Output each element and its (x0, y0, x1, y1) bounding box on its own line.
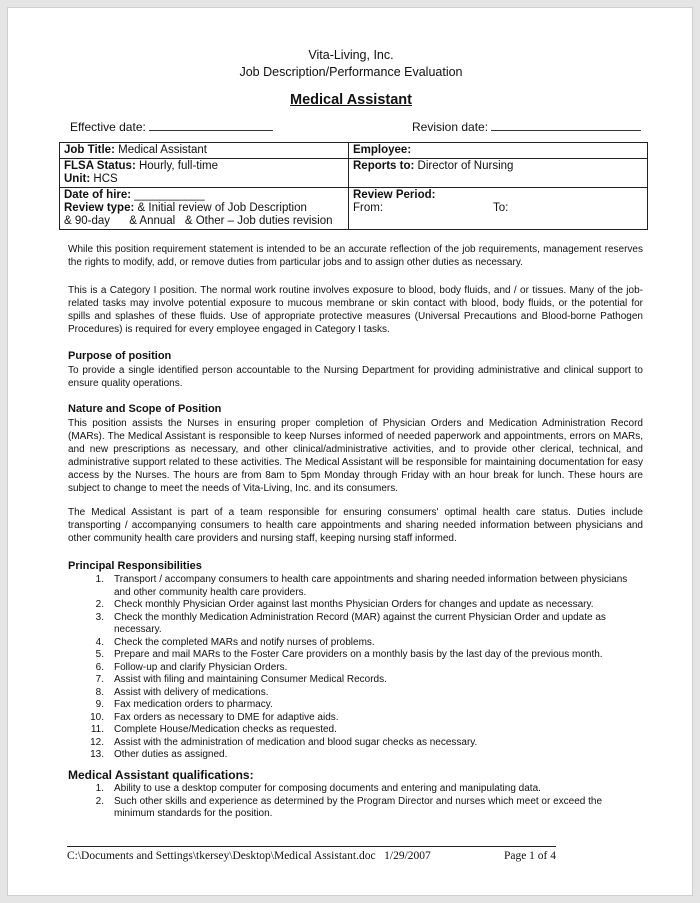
list-item-text: Other duties as assigned. (114, 749, 228, 760)
qualifications-list (68, 783, 643, 821)
list-item-number: 5. (95, 649, 104, 660)
list-item (68, 699, 643, 712)
list-item (68, 612, 643, 637)
footer-file-path: C:\Documents and Settings\tkersey\Desktop\Medical Assistant.doc 1/29/2007 (67, 850, 431, 862)
list-item (68, 574, 643, 599)
list-item-number: 12. (90, 736, 104, 748)
footer-page-number: Page 1 of 4 (503, 850, 556, 862)
revision-date-label: Revision date: (412, 120, 489, 134)
qualifications-heading: Medical Assistant qualifications: (68, 768, 254, 782)
unit-value: HCS (93, 173, 118, 185)
effective-date-label: Effective date: (70, 120, 146, 134)
revision-date (412, 119, 641, 134)
responsibilities-heading: Principal Responsibilities (68, 560, 202, 572)
page-title: Medical Assistant (290, 92, 412, 108)
list-item-text: Ability to use a desktop computer for composing documents and entering and manipulating data. (114, 783, 541, 794)
list-item-text: Assist with the administration of medication and blood sugar checks as necessary. (114, 736, 478, 748)
company-name: Vita-Living, Inc. (308, 48, 394, 62)
list-item-number: 9. (95, 699, 104, 710)
nature-paragraph-2: The Medical Assistant is part of a team responsible for ensuring consumers' optimal health care status. Duties include transporting / accompanying consumers to health care appointments and sharing needed information between physicians and other community health care providers and nursing staff, keeping nursing staff informed. (68, 507, 643, 545)
list-item-text: Assist with filing and maintaining Consumer Medical Records. (114, 674, 387, 685)
review-period-cell: Review Period: From: To: (349, 188, 648, 230)
employee-cell: Employee: (349, 143, 648, 159)
list-item-text: Prepare and mail MARs to the Foster Care providers on a monthly basis by the last day of the previous month. (114, 649, 603, 660)
list-item-text: Check the completed MARs and notify nurses of problems. (114, 636, 375, 648)
review-type-line1: & Initial review of Job Description (137, 202, 307, 214)
list-item (68, 649, 643, 662)
list-item (68, 662, 643, 675)
list-item-text: Fax medication orders to pharmacy. (114, 699, 273, 710)
list-item-number: 1. (95, 783, 104, 794)
document-page (7, 7, 693, 896)
list-item-text: Such other skills and experience as determined by the Program Director and nurses which meet or exceed the minimum standards for the position. (114, 795, 603, 819)
list-item-number: 2. (95, 599, 104, 610)
list-item-number: 2. (95, 795, 104, 807)
list-item (68, 674, 643, 687)
list-item-number: 1. (95, 574, 104, 585)
purpose-heading: Purpose of position (68, 350, 172, 362)
list-item-number: 10. (90, 711, 104, 723)
document-footer (67, 846, 556, 862)
list-item-number: 11. (90, 724, 104, 735)
list-item-number: 13. (90, 749, 104, 760)
list-item-text: Complete House/Medication checks as requested. (114, 724, 337, 735)
review-type-line2: & 90-day & Annual & Other – Job duties revision (64, 215, 333, 227)
list-item (68, 749, 643, 762)
document-type: Job Description/Performance Evaluation (239, 65, 463, 79)
list-item-number: 8. (95, 686, 104, 698)
effective-date-blank (149, 119, 273, 131)
flsa-value: Hourly, full-time (138, 160, 219, 172)
list-item-text: Assist with delivery of medications. (114, 686, 269, 698)
list-item (68, 724, 643, 737)
revision-date-blank (491, 119, 641, 131)
list-item (68, 783, 643, 796)
flsa-unit-cell: FLSA Status: Hourly, full-time Unit: HCS (60, 159, 349, 188)
to-label: To: (493, 202, 509, 214)
responsibilities-list (68, 574, 643, 762)
list-item-text: Transport / accompany consumers to health care appointments and sharing needed information between physicians and other community health care providers. (114, 574, 628, 598)
effective-date (70, 119, 273, 134)
list-item (68, 737, 643, 750)
list-item (68, 637, 643, 650)
list-item-text: Fax orders as necessary to DME for adaptive aids. (114, 711, 339, 723)
job-title-value: Medical Assistant (118, 144, 207, 156)
reports-to-value: Director of Nursing (417, 160, 514, 172)
from-label: From: (353, 202, 384, 214)
list-item-text: Follow-up and clarify Physician Orders. (114, 661, 288, 673)
list-item-number: 4. (95, 636, 104, 648)
nature-paragraph-1: This position assists the Nurses in ensuring proper completion of Physician Orders and Medication Administration Record (MARs). The Medical Assistant is responsible to keep Nurses informed of needed paperwork and appointments, errors on MARs, and new prescriptions as necessary, and other clinical/administrative activities, and to provide other clerical, technical, and administrative support related to these activities. The Medical Assistant will be responsible for maintaining documentation for easy access by the Nurses. The hours are from 8am to 5pm Monday through Friday with an hour break for lunch. These hours are subject to change to meet the needs of Vita-Living, Inc. and its consumers. (68, 418, 643, 495)
list-item (68, 687, 643, 700)
list-item (68, 796, 643, 821)
list-item-text: Check the monthly Medication Administration Record (MAR) against the current Physician Order and update as necessary. (114, 611, 606, 635)
list-item-number: 3. (95, 611, 104, 623)
purpose-text: To provide a single identified person accountable to the Nursing Department for providing administrative and clinical support to ensure quality operations. (68, 365, 643, 390)
list-item (68, 712, 643, 725)
intro-paragraph-2: This is a Category I position. The normal work routine involves exposure to blood, body fluids, and / or tissues. Many of the job-related tasks may involve potential exposure to mucous membrane or skin contact with blood, body fluids, or the potential for spills and splashes of these fluids. Use of appropriate protective measures (Universal Precautions and Blood-borne Pathogen Procedures) is required for every employee engaged in Category I tasks. (68, 285, 643, 336)
list-item-number: 7. (95, 674, 104, 685)
list-item-number: 6. (95, 661, 104, 673)
hire-review-cell: Date of hire: ___________ Review type: & Initial review of Job Description & 90-day & Annual & Other – Job duties revision (60, 188, 349, 230)
nature-heading: Nature and Scope of Position (68, 403, 222, 415)
job-info-table (59, 142, 648, 230)
list-item-text: Check monthly Physician Order against last months Physician Orders for changes and update as necessary. (114, 599, 594, 610)
hire-date-value: ___________ (134, 189, 205, 201)
list-item (68, 599, 643, 612)
intro-paragraph-1: While this position requirement statement is intended to be an accurate reflection of the job requirements, management reserves the rights to modify, add, or remove duties from particular jobs and to assign other duties as necessary. (68, 244, 643, 269)
reports-to-cell: Reports to: Director of Nursing (349, 159, 648, 188)
job-title-cell: Job Title: Medical Assistant (60, 143, 349, 159)
